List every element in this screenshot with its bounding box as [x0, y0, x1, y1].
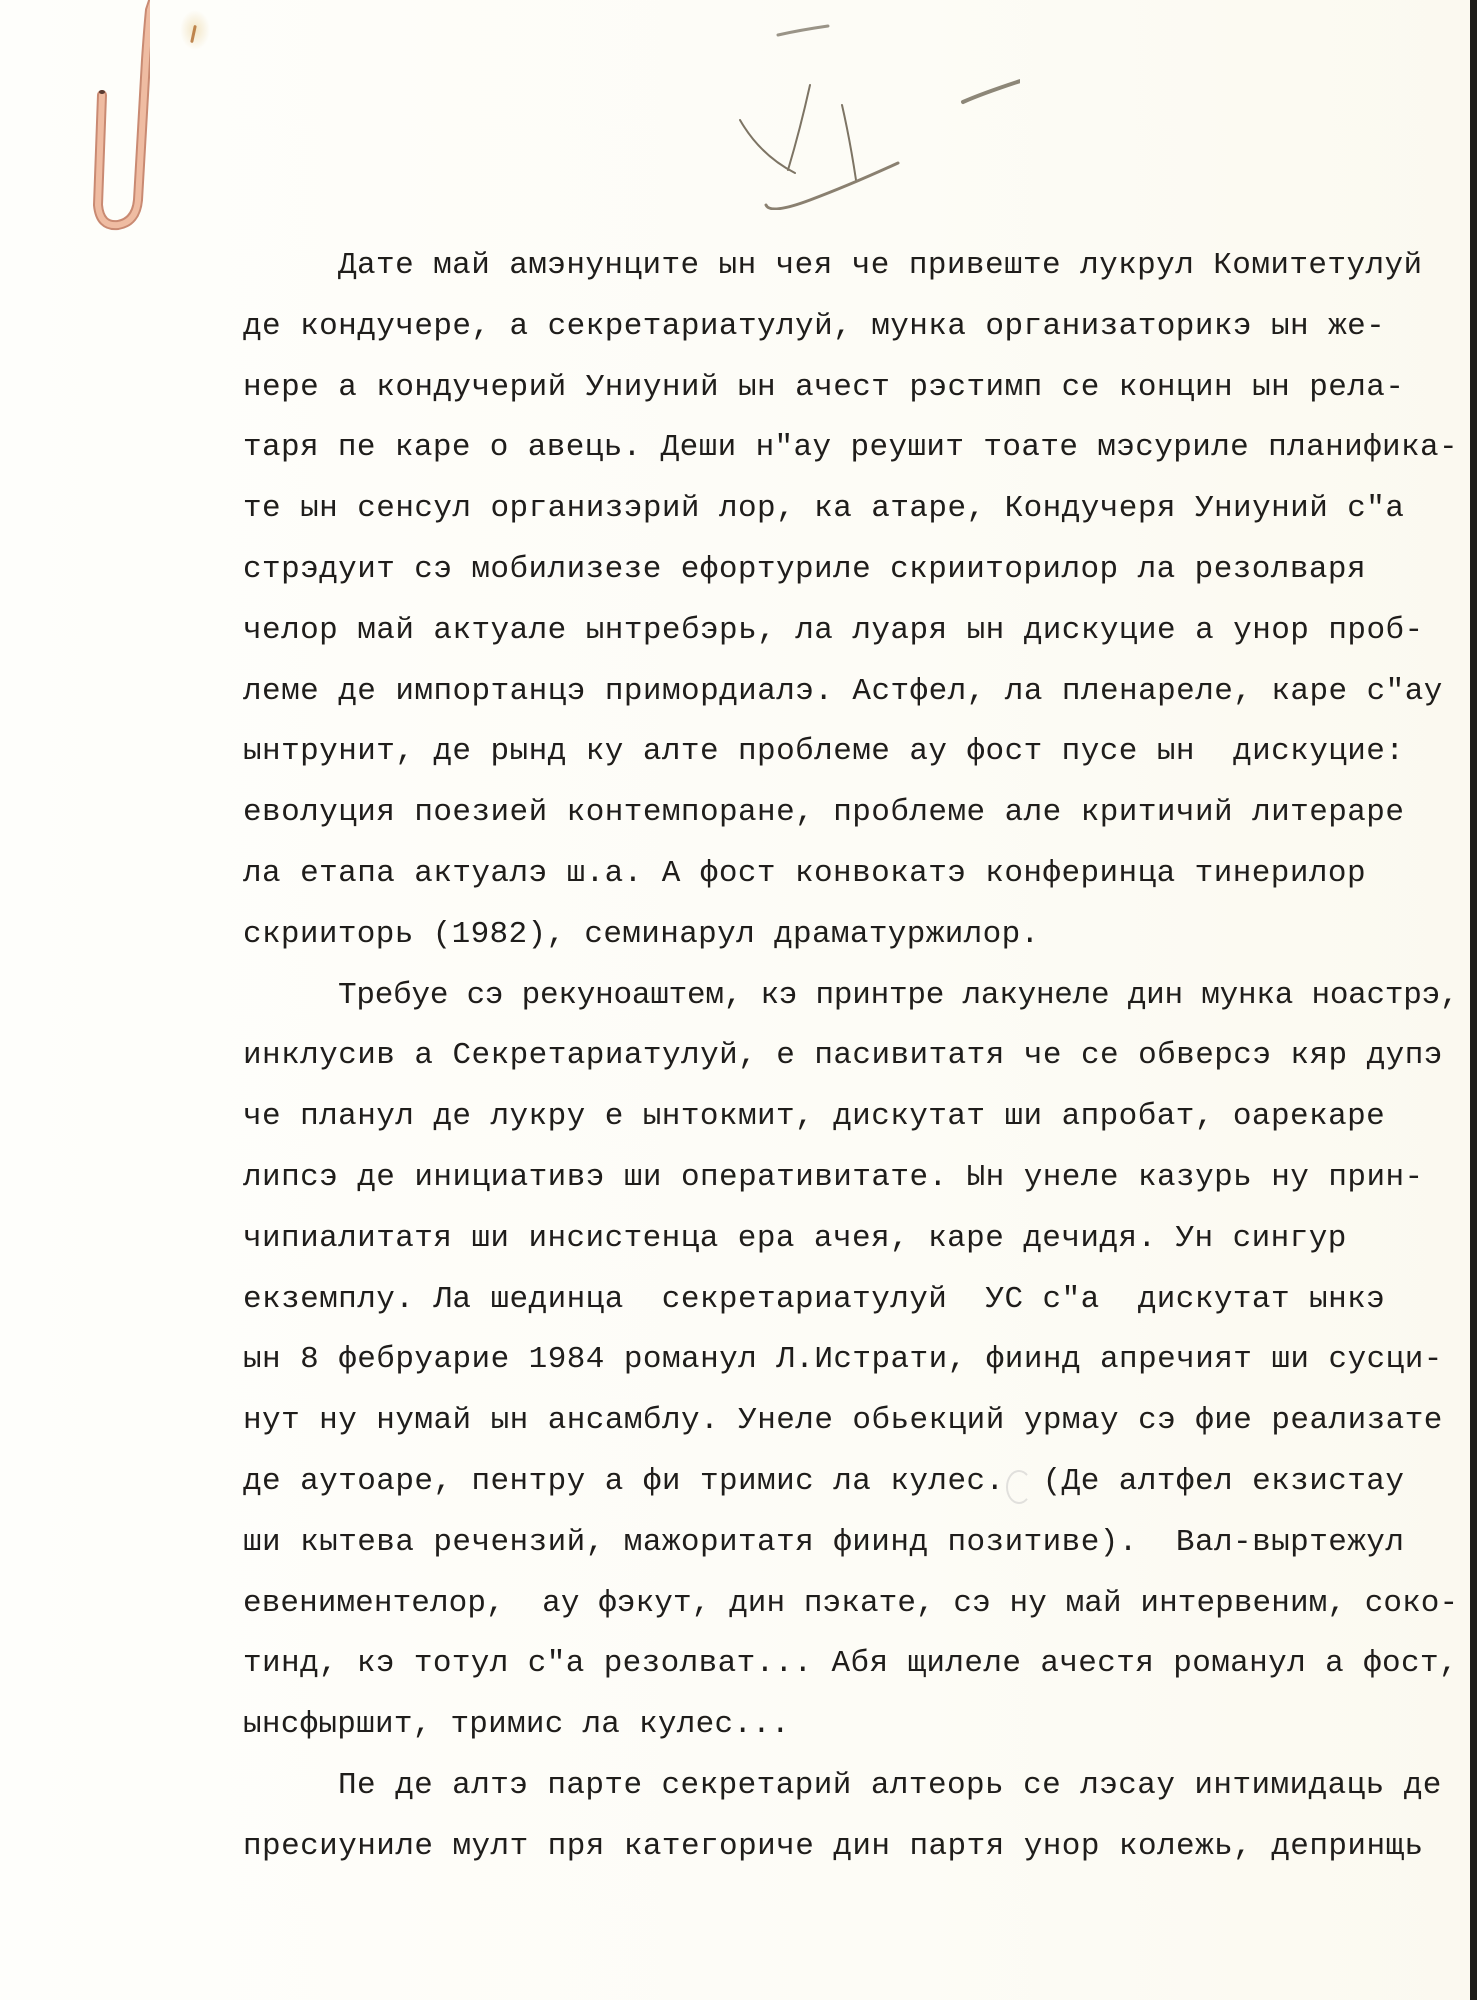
text-line: де аутоаре, пентру а фи тримис ла кулес. (Де алтфел екзистау: [243, 1463, 1405, 1499]
text-line: скрииторь (1982), семинарул драматуржилор.: [243, 916, 1040, 952]
paragraph-3: [243, 1756, 1468, 1878]
text-line: че планул де лукру е ынтокмит, дискутат ши апробат, оарекаре: [243, 1099, 1386, 1135]
text-line: екземплу. Ла шединца секретариатулуй УС с"а дискутат ынкэ: [243, 1281, 1386, 1317]
text-line: де кондучере, а секретариатулуй, мунка организаторикэ ын же-: [243, 308, 1386, 344]
text-line: ши кытева речензий, мажоритатя фиинд позитиве). Вал-выртежул: [243, 1524, 1405, 1560]
text-line: Пе де алтэ парте секретарий алтеорь се лэсау интимидаць де: [338, 1767, 1442, 1803]
text-line: липсэ де инициативэ ши оперативитате. Ын унеле казурь ну прин-: [243, 1159, 1424, 1195]
paragraph-2: [243, 966, 1468, 1756]
text-line: Требуе сэ рекуноаштем, кэ принтре лакунеле дин мунка ноастрэ,: [338, 977, 1459, 1013]
text-line: ын 8 фебруарие 1984 романул Л.Истрати, фиинд апречият ши сусци-: [243, 1342, 1443, 1378]
document-body: [243, 236, 1468, 1878]
text-line: чипиалитатя ши инсистенца ера ачея, каре дечидя. Ун сингур: [243, 1220, 1347, 1256]
text-line: те ын сенсул организэрий лор, ка атаре, Кондучеря Униуний с"а: [243, 491, 1405, 527]
text-line: стрэдуит сэ мобилизезе ефортуриле скрииторилор ла резолваря: [243, 551, 1366, 587]
paragraph-1: [243, 236, 1468, 966]
text-line: еволуция поезией контемпоране, проблеме але критичий литераре: [243, 795, 1405, 831]
text-line: леме де импортанцэ примордиалэ. Астфел, ла пленареле, каре с"ау: [243, 673, 1443, 709]
text-line: евениментелор, ау фэкут, дин пэкате, сэ ну май интервеним, соко-: [243, 1585, 1459, 1621]
text-line: таря пе каре о авець. Деши н"ау реушит тоате мэсуриле планифика-: [243, 430, 1458, 466]
text-line: ынтрунит, де рынд ку алте проблеме ау фост пусе ын дискуцие:: [243, 734, 1405, 770]
text-line: Дате май амэнунците ын чея че привеште лукрул Комитетулуй: [338, 248, 1423, 283]
text-line: челор май актуале ынтребэрь, ла луаря ын дискуцие а унор проб-: [243, 612, 1424, 648]
text-line: тинд, кэ тотул с"а резолват... Абя щилеле ачестя романул а фост,: [243, 1646, 1458, 1682]
text-line: ла етапа актуалэ ш.а. А фост конвокатэ конферинца тинерилор: [243, 855, 1366, 891]
scan-edge: [1470, 0, 1477, 2000]
text-line: нут ну нумай ын ансамблу. Унеле обьекций урмау сэ фие реализате: [243, 1403, 1443, 1439]
text-line: ынсфыршит, тримис ла кулес...: [243, 1707, 790, 1743]
handwritten-roman-numeral-mark: [700, 10, 1020, 210]
text-line: нере а кондучерий Униуний ын ачест рэстимп се концин ын рела-: [243, 369, 1405, 405]
text-line: инклусив а Секретариатулуй, е пасивитатя че се обверсэ кяр дупэ: [243, 1038, 1443, 1074]
text-line: пресиуниле мулт пря категориче дин партя унор колежь, депринщь: [243, 1828, 1424, 1864]
paperclip-icon: [60, 0, 150, 240]
